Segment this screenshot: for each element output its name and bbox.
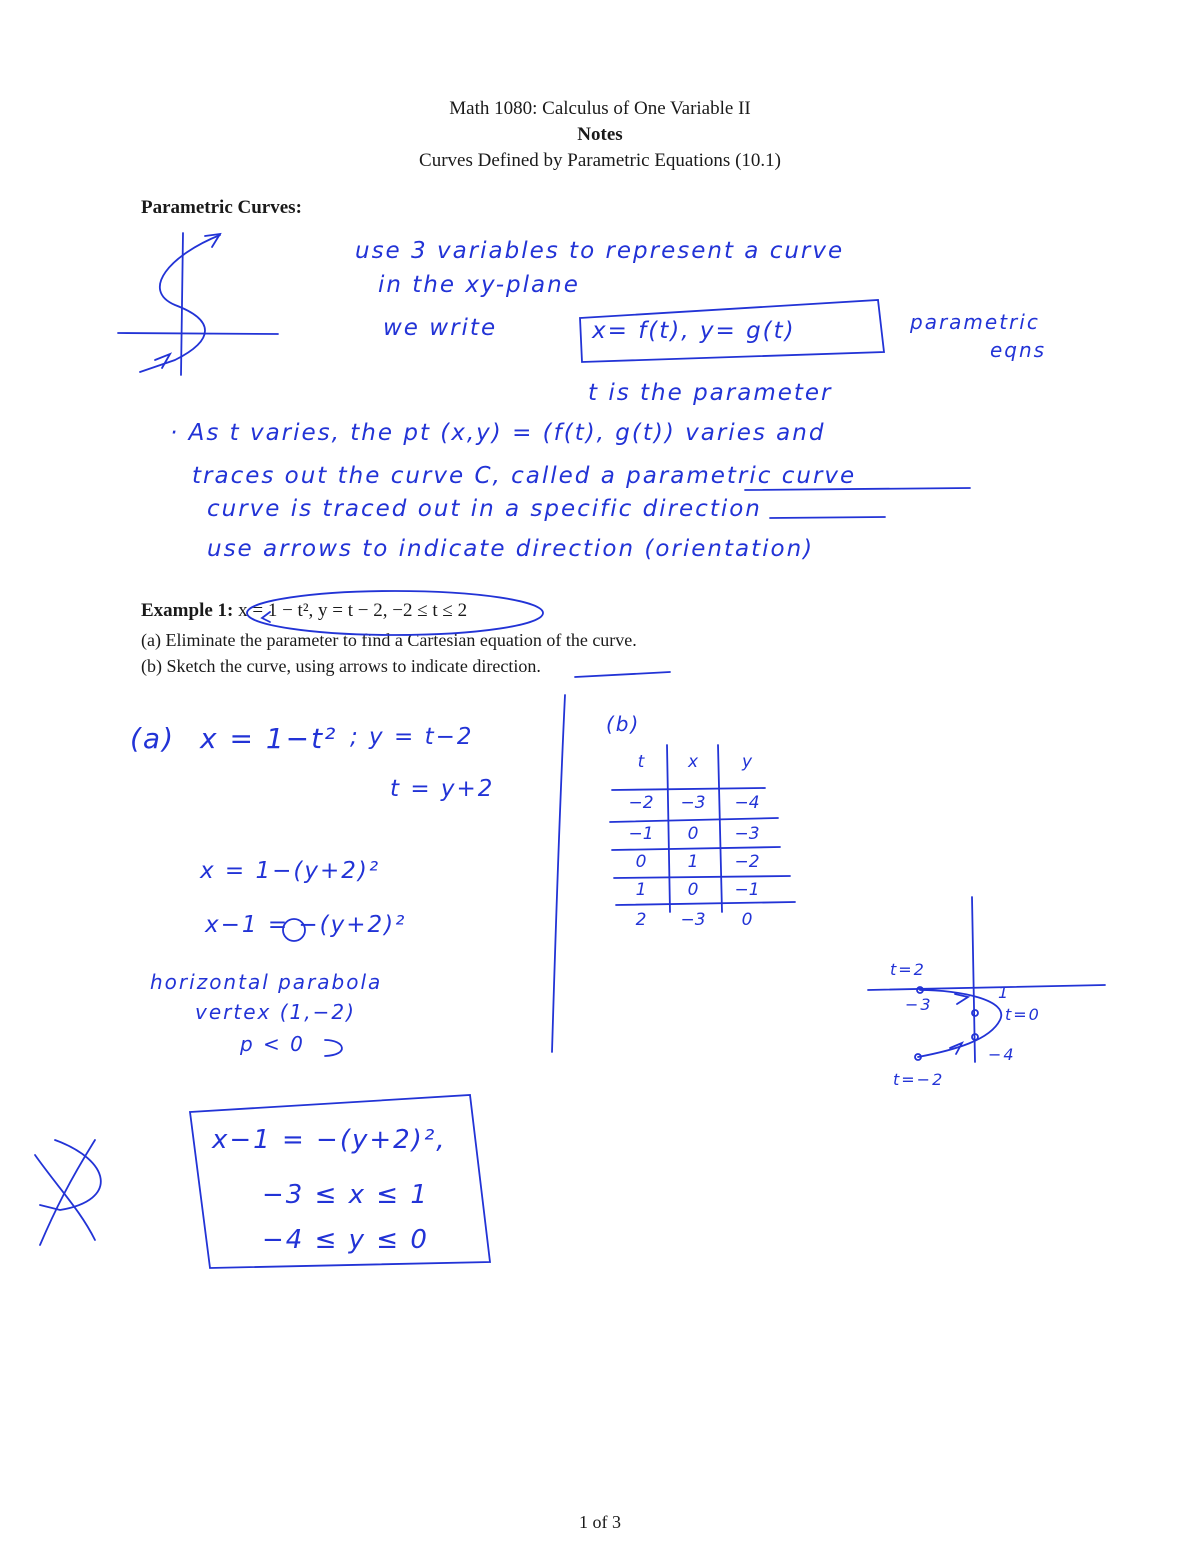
example-part-a: (a) Eliminate the parameter to find a Cartesian equation of the curve. xyxy=(141,630,637,650)
table-cell: −3 xyxy=(734,824,760,844)
table-cell: 0 xyxy=(687,880,699,900)
sol-a-box-line-2: −3 ≤ x ≤ 1 xyxy=(262,1180,429,1210)
note-bullet-2: traces out the curve C, called a parametric curve xyxy=(192,463,857,489)
graph-arrow-2 xyxy=(955,994,968,1004)
example-part-b: (b) Sketch the curve, using arrows to indicate direction. xyxy=(141,656,541,676)
sketch-x-axis xyxy=(118,333,278,334)
table-cell: −1 xyxy=(628,824,654,844)
table-cell: −4 xyxy=(734,793,760,813)
table-cell: −2 xyxy=(734,852,760,872)
sol-a-line-1: x = 1−t² xyxy=(200,722,338,755)
note-we-write: we write xyxy=(383,315,498,341)
curve-sketch xyxy=(868,897,1105,1062)
table-hline-1 xyxy=(610,818,778,822)
parameter-arrow xyxy=(262,612,270,622)
note-parametric-label: parametric xyxy=(910,310,1040,334)
table-vline-2 xyxy=(718,745,722,912)
table-header-cell: y xyxy=(741,752,753,772)
table-cell: 1 xyxy=(635,880,647,900)
note-bullet-1: · As t varies, the pt (x,y) = (f(t), g(t)) varies and xyxy=(170,420,826,446)
parameter-circle xyxy=(247,591,543,635)
minus-circle xyxy=(283,919,305,941)
note-line-2: in the xy-plane xyxy=(378,272,580,298)
table-cell: 2 xyxy=(635,910,647,930)
table-grid xyxy=(610,745,795,912)
table-hline-2 xyxy=(612,847,780,850)
page-title: Math 1080: Calculus of One Variable II xyxy=(449,98,751,119)
sol-a-line-1b: ; y = t−2 xyxy=(350,724,474,750)
sol-a-note-1: horizontal parabola xyxy=(150,970,383,994)
axes-sketch xyxy=(118,233,278,375)
graph-label-t-top: t=2 xyxy=(890,960,926,979)
graph-label-x-1: 1 xyxy=(998,983,1011,1002)
equation-box xyxy=(580,300,884,362)
note-parameter: t is the parameter xyxy=(588,380,833,406)
sol-a-box-line-3: −4 ≤ y ≤ 0 xyxy=(262,1225,429,1255)
page-number: 1 of 3 xyxy=(579,1512,621,1532)
sol-a-box-line-1: x−1 = −(y+2)², xyxy=(212,1125,447,1155)
table-cell: 0 xyxy=(635,852,647,872)
table-cell: 0 xyxy=(741,910,753,930)
sol-a-line-4: x−1 = −(y+2)² xyxy=(205,912,407,938)
note-bullet-4: use arrows to indicate direction (orientation) xyxy=(207,536,815,562)
page-subtitle: Notes xyxy=(577,124,623,145)
graph-label-t-mid: t=0 xyxy=(1005,1005,1041,1024)
sol-b-label: (b) xyxy=(606,712,641,736)
sol-a-note-2: vertex (1,−2) xyxy=(195,1000,356,1024)
table-header-cell: x xyxy=(687,752,699,772)
table-cell: −3 xyxy=(680,793,706,813)
sol-a-note-3: p < 0 xyxy=(240,1032,305,1056)
scribble-mark xyxy=(35,1140,101,1245)
table-hline-header xyxy=(612,788,765,790)
note-eqns-label: eqns xyxy=(990,338,1047,362)
parametric-curves-heading: Parametric Curves: xyxy=(141,197,302,218)
section-title: Curves Defined by Parametric Equations (10.1) xyxy=(419,150,781,171)
direction-underline xyxy=(770,517,885,518)
graph-label-x-neg3: −3 xyxy=(905,995,933,1014)
sol-a-line-3: x = 1−(y+2)² xyxy=(200,858,381,884)
note-line-1: use 3 variables to represent a curve xyxy=(355,238,845,264)
scribble-2 xyxy=(40,1140,95,1245)
note-bullet-3: curve is traced out in a specific direction xyxy=(207,496,762,522)
note-boxed-equation: x= f(t), y= g(t) xyxy=(592,318,796,344)
table-vline-1 xyxy=(667,745,670,912)
graph-label-t-bottom: t=−2 xyxy=(893,1070,945,1089)
table-cell: 0 xyxy=(687,824,699,844)
table-hline-3 xyxy=(614,876,790,878)
graph-x-axis xyxy=(868,985,1105,990)
table-cell: −3 xyxy=(680,910,706,930)
table-header-cell: t xyxy=(637,752,645,772)
scribble-1 xyxy=(35,1155,95,1240)
table-cell: 1 xyxy=(687,852,699,872)
sketch-curve xyxy=(140,235,220,372)
example-label: Example 1: xyxy=(141,600,234,621)
parabola-mini-sketch xyxy=(325,1040,342,1056)
table-cell: −2 xyxy=(628,793,654,813)
sol-a-line-2: t = y+2 xyxy=(390,776,495,802)
parametric-curve-underline xyxy=(745,488,970,490)
direction-underline-b xyxy=(575,672,670,677)
column-divider xyxy=(552,695,565,1052)
graph-label-y-neg4: −4 xyxy=(988,1045,1016,1064)
example-equation: x = 1 − t², y = t − 2, −2 ≤ t ≤ 2 xyxy=(238,600,468,621)
table-hline-4 xyxy=(616,902,795,905)
sol-a-label: (a) xyxy=(130,722,176,755)
table-cell: −1 xyxy=(734,880,760,900)
answer-box xyxy=(190,1095,490,1268)
